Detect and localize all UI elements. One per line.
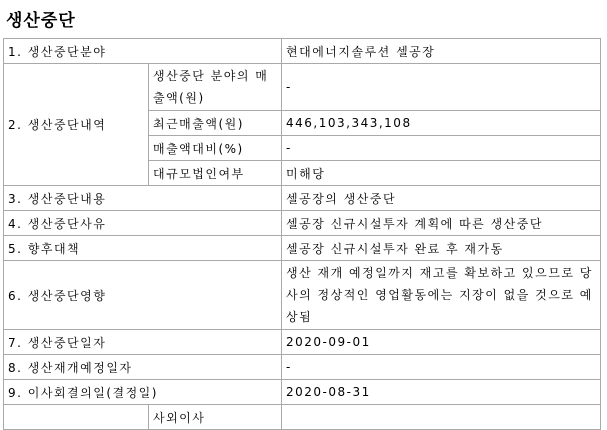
impact-value: 생산 재개 예정일까지 재고를 확보하고 있으므로 당사의 정상적인 영업활동에는 지장이 없을 것으로 예상됨 (282, 261, 601, 330)
sales-ratio-label: 매출액대비(%) (149, 136, 282, 161)
board-date-value: 2020-08-31 (282, 380, 601, 405)
row-reason (4, 211, 601, 236)
sales-amount-value: - (282, 64, 601, 111)
impact-label: 6. 생산중단영향 (4, 261, 282, 330)
production-stop-table (3, 38, 601, 430)
partial-value (282, 405, 601, 430)
row-impact (4, 261, 601, 330)
reason-label: 4. 생산중단사유 (4, 211, 282, 236)
row-plan (4, 236, 601, 261)
field-label: 1. 생산중단분야 (4, 39, 282, 64)
recent-sales-value: 446,103,343,108 (282, 111, 601, 136)
page-title: 생산중단 (6, 11, 76, 31)
row-stop-date (4, 330, 601, 355)
content-value: 셀공장의 생산중단 (282, 186, 601, 211)
partial-label: 사외이사 (149, 405, 282, 430)
plan-value: 셀공장 신규시설투자 완료 후 재가동 (282, 236, 601, 261)
large-corp-label: 대규모법인여부 (149, 161, 282, 186)
plan-label: 5. 향후대책 (4, 236, 282, 261)
reason-value: 셀공장 신규시설투자 계획에 따른 생산중단 (282, 211, 601, 236)
row-resume-date (4, 355, 601, 380)
partial-label-blank (4, 405, 149, 430)
stop-date-label: 7. 생산중단일자 (4, 330, 282, 355)
resume-date-value: - (282, 355, 601, 380)
field-value: 현대에너지솔루션 셀공장 (282, 39, 601, 64)
row-details-sales-amount (4, 64, 601, 111)
content-label: 3. 생산중단내용 (4, 186, 282, 211)
row-field (4, 39, 601, 64)
resume-date-label: 8. 생산재개예정일자 (4, 355, 282, 380)
board-date-label: 9. 이사회결의일(결정일) (4, 380, 282, 405)
recent-sales-label: 최근매출액(원) (149, 111, 282, 136)
row-partial (4, 405, 601, 430)
stop-date-value: 2020-09-01 (282, 330, 601, 355)
sales-ratio-value: - (282, 136, 601, 161)
details-label: 2. 생산중단내역 (4, 64, 149, 186)
row-content (4, 186, 601, 211)
sales-amount-label: 생산중단 분야의 매출액(원) (149, 64, 282, 111)
large-corp-value: 미해당 (282, 161, 601, 186)
